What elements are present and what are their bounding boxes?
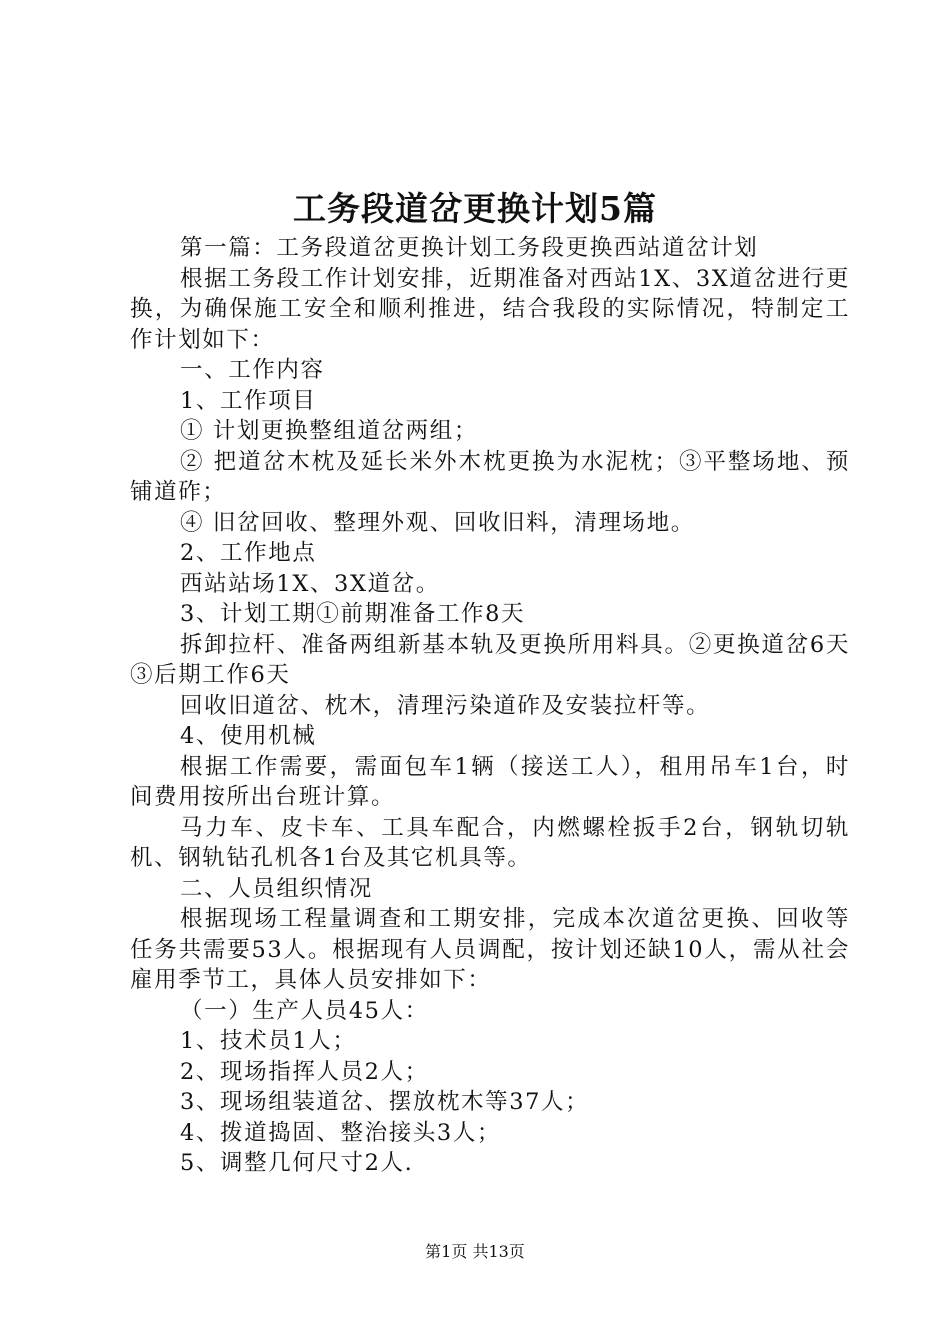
paragraph-21: 3、现场组装道岔、摆放枕木等37人； [180,1089,590,1115]
paragraph-2: 根据工务段工作计划安排，近期准备对西站1X、3X道岔进行更换，为确保施工安全和顺利推进，结合我段的实际情况，特制定工作计划如下： [130,265,850,353]
paragraph-5: ① 计划更换整组道岔两组； [180,418,478,444]
paragraph-3: 一、工作内容 [180,357,325,383]
page-footer: 第1页 共13页 [425,1242,525,1261]
paragraph-16: 二、人员组织情况 [180,875,373,902]
paragraph-22: 4、拨道捣固、整治接头3人； [180,1119,502,1146]
paragraph-10: 3、计划工期①前期准备工作8天 [180,601,526,627]
paragraph-15: 马力车、皮卡车、工具车配合，内燃螺栓扳手2台，钢轨切轨机、钢轨钻孔机各1台及其它机具等。 [130,814,850,871]
paragraph-9: 西站站场1X、3X道岔。 [180,570,440,597]
paragraph-12: 回收旧道岔、枕木，清理污染道砟及安装拉杆等。 [180,692,711,719]
paragraph-18: （一）生产人员45人： [180,997,429,1024]
paragraph-13: 4、使用机械 [180,723,317,749]
paragraph-14: 根据工作需要，需面包车1辆（接送工人），租用吊车1台，时间费用按所出台班计算。 [130,753,850,810]
paragraph-6: ② 把道岔木枕及延长米外木枕更换为水泥枕；③平整场地、预铺道砟； [130,448,850,505]
paragraph-8: 2、工作地点 [180,540,317,566]
paragraph-20: 2、现场指挥人员2人； [180,1058,429,1085]
paragraph-11: 拆卸拉杆、准备两组新基本轨及更换所用料具。②更换道岔6天③后期工作6天 [130,631,850,688]
paragraph-23: 5、调整几何尺寸2人. [180,1150,414,1176]
document-body [130,233,850,1179]
paragraph-19: 1、技术员1人； [180,1028,357,1054]
paragraph-17: 根据现场工程量调查和工期安排，完成本次道岔更换、回收等任务共需要53人。根据现有人员调配，按计划还缺10人，需从社会雇用季节工，具体人员安排如下： [130,906,850,993]
document-title: 工务段道岔更换计划5篇 [293,189,657,228]
paragraph-4: 1、工作项目 [180,387,317,414]
paragraph-7: ④ 旧岔回收、整理外观、回收旧料，清理场地。 [180,509,695,536]
paragraph-1: 第一篇：工务段道岔更换计划工务段更换西站道岔计划 [180,235,759,261]
